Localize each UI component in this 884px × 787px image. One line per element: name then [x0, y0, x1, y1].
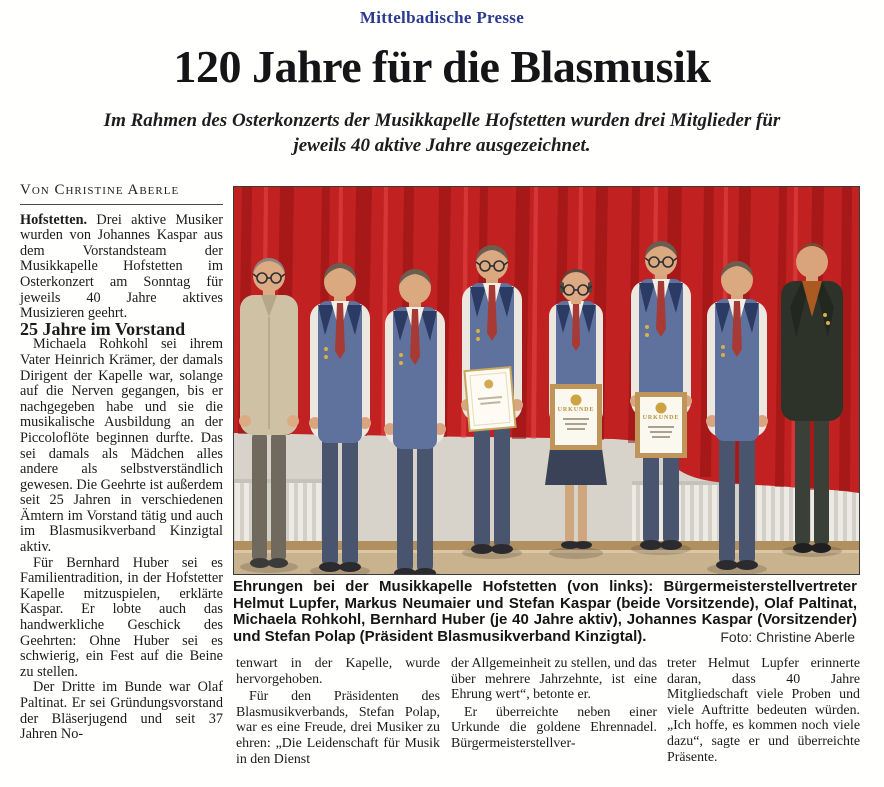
- photo-caption: Ehrungen bei der Musikkapelle Hofstetten (von links): Bürgermeisterstellvertreter Helmut Lupfer, Markus Neumaier und Stefan Kaspar (beide Vorsitzende), Olaf Paltinat, Michaela Rohkohl, Bernhard Huber (je 40 Jahre aktiv), Johannes Kaspar (Vorsitzender) und Stefan Polap (Präsident Blasmusikverband Kinzigtal).: [233, 578, 857, 645]
- paragraph: treter Helmut Lupfer erinnerte daran, dass 40 Jahre Mitgliedschaft viele Proben und viele Auftritte bedeuten würden. „Ich hoffe, es kommen noch viele dazu“, sagte er und überreichte Präsente.: [667, 656, 860, 765]
- stage-photo: [234, 187, 859, 574]
- subhead: 25 Jahre im Vorstand: [20, 318, 186, 339]
- paragraph: Der Dritte im Bunde war Olaf Paltinat. Er sei Gründungsvorstand der Bläserjugend und seit 37 Jahren No-: [20, 679, 223, 743]
- certificate-framed-1: [550, 384, 602, 450]
- photo-caption-block: [233, 579, 857, 645]
- article-column-3: [451, 656, 657, 752]
- photo-credit: Foto: Christine Aberle: [714, 629, 855, 646]
- masthead: Mittelbadische Presse: [359, 8, 525, 27]
- certificate-title: URKUNDE: [642, 415, 680, 421]
- byline: Von Christine Aberle: [20, 183, 223, 205]
- paragraph: tenwart in der Kapelle, wurde hervorgehoben.: [236, 656, 440, 687]
- standfirst: Im Rahmen des Osterkonzerts der Musikkapelle Hofstetten wurden drei Mitglieder für jeweils 40 aktive Jahre ausgezeichnet.: [103, 110, 781, 156]
- paragraph: Michaela Rohkohl sei ihrem Vater Heinrich Krämer, der damals Dirigent der Kapelle war, solange auf die Nerven gegangen, bis er nachgegeben habe und sie die musikalische Ausbildung an der Piccoloflöte beginnen durfte. Das sei damals als Mädchen alles andere als selbstverständlich gewesen. Die Geehrte ist außerdem seit 25 Jahren in verschiedenen Ämtern im Vorstand tätig und auch im Blasmusikverband Kinzigtal aktiv.: [20, 336, 223, 556]
- lead-paragraph: [20, 213, 223, 322]
- certificate-title: URKUNDE: [557, 407, 595, 413]
- certificate-framed-2: [635, 392, 687, 458]
- paragraph: Für Bernhard Huber sei es Familientradition, in der Hofstetter Kapelle mitzuspielen, erklärte Kaspar. Er lobte auch das handwerkliche Geschick des Geehrten: Ohne Huber sei es schwierig, ein Fest auf die Beine zu stellen.: [20, 554, 223, 680]
- paragraph: Für den Präsidenten des Blasmusikverbands, Stefan Polap, war es eine Freude, drei Musiker zu ehren: „Die Leidenschaft für Musik in den Dienst: [236, 689, 440, 767]
- headline: 120 Jahre für die Blasmusik: [173, 41, 711, 92]
- article-column-4: [667, 656, 860, 765]
- paragraph: der Allgemeinheit zu stellen, und das über mehrere Jahrzehnte, ist eine Ehrung wert“, betonte er.: [451, 656, 657, 703]
- lead-text: Drei aktive Musiker wurden von Johannes Kaspar aus dem Vorstandsteam der Musikkapelle Hofstetten im Osterkonzert am Sonntag für jeweils 40 Jahre aktives Musizieren geehrt.: [20, 211, 224, 322]
- dateline: Hofstetten.: [20, 211, 88, 228]
- article-column-2: [236, 656, 440, 767]
- article-column-1: [20, 183, 223, 763]
- certificate-plain: [464, 367, 515, 431]
- photo: [233, 186, 860, 575]
- paragraph: Er überreichte neben einer Urkunde die goldene Ehrennadel. Bürgermeisterstellver-: [451, 704, 657, 751]
